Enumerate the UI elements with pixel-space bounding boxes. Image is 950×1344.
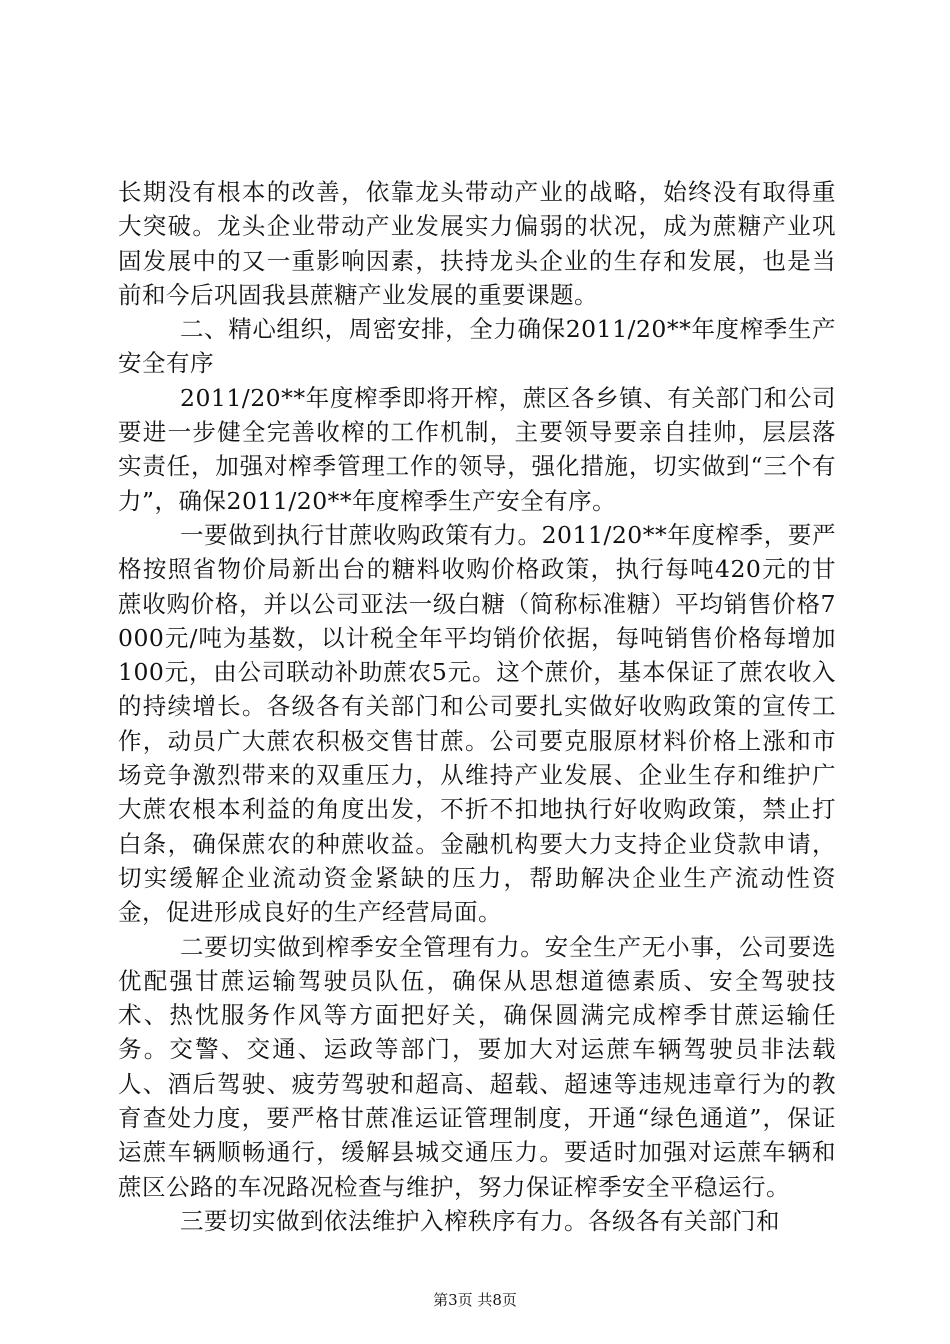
paragraph-purchase-policy: 一要做到执行甘蔗收购政策有力。2011/20**年度榨季，要严格按照省物价局新出台的糖料收购价格政策，执行每吨420元的甘蔗收购价格，并以公司亚法一级白糖（简称标准糖）平均销售价格7000元/吨为基数，以计税全年平均销价依据，每吨销售价格每增加100元，由公司联动补助蔗农5元。这个蔗价，基本保证了蔗农收入的持续增长。各级各有关部门和公司要扎实做好收购政策的宣传工作，动员广大蔗农积极交售甘蔗。公司要克服原材料价格上涨和市场竞争激烈带来的双重压力，从维持产业发展、企业生存和维护广大蔗农根本利益的角度出发，不折不扣地执行好收购政策，禁止打白条，确保蔗农的种蔗收益。金融机构要大力支持企业贷款申请，切实缓解企业流动资金紧缺的压力，帮助解决企业生产流动性资金，促进形成良好的生产经营局面。 <box>118 520 836 927</box>
page-number-footer: 第3页 共8页 <box>433 1291 517 1309</box>
document-body <box>118 175 836 1238</box>
section-heading-two: 二、精心组织，周密安排，全力确保2011/20**年度榨季生产安全有序 <box>118 315 836 378</box>
paragraph-season-intro: 2011/20**年度榨季即将开榨，蔗区各乡镇、有关部门和公司要进一步健全完善收榨的工作机制，主要领导要亲自挂帅，层层落实责任，加强对榨季管理工作的领导，强化措施，切实做到“三个有力”，确保2011/20**年度榨季生产安全有序。 <box>118 383 836 515</box>
paragraph-continuation: 长期没有根本的改善，依靠龙头带动产业的战略，始终没有取得重大突破。龙头企业带动产业发展实力偏弱的状况，成为蔗糖产业巩固发展中的又一重影响因素，扶持龙头企业的生存和发展，也是当前和今后巩固我县蔗糖产业发展的重要课题。 <box>118 178 836 309</box>
paragraph-safety-management: 二要切实做到榨季安全管理有力。安全生产无小事，公司要选优配强甘蔗运输驾驶员队伍，确保从思想道德素质、安全驾驶技术、热忱服务作风等方面把好关，确保圆满完成榨季甘蔗运输任务。交警、交通、运政等部门，要加大对运蔗车辆驾驶员非法载人、酒后驾驶、疲劳驾驶和超高、超载、超速等违规违章行为的教育查处力度，要严格甘蔗准运证管理制度，开通“绿色通道”，保证运蔗车辆顺畅通行，缓解县城交通压力。要适时加强对运蔗车辆和蔗区公路的车况路况检查与维护，努力保证榨季安全平稳运行。 <box>118 932 836 1201</box>
paragraph-crushing-order: 三要切实做到依法维护入榨秩序有力。各级各有关部门和 <box>180 1206 780 1235</box>
